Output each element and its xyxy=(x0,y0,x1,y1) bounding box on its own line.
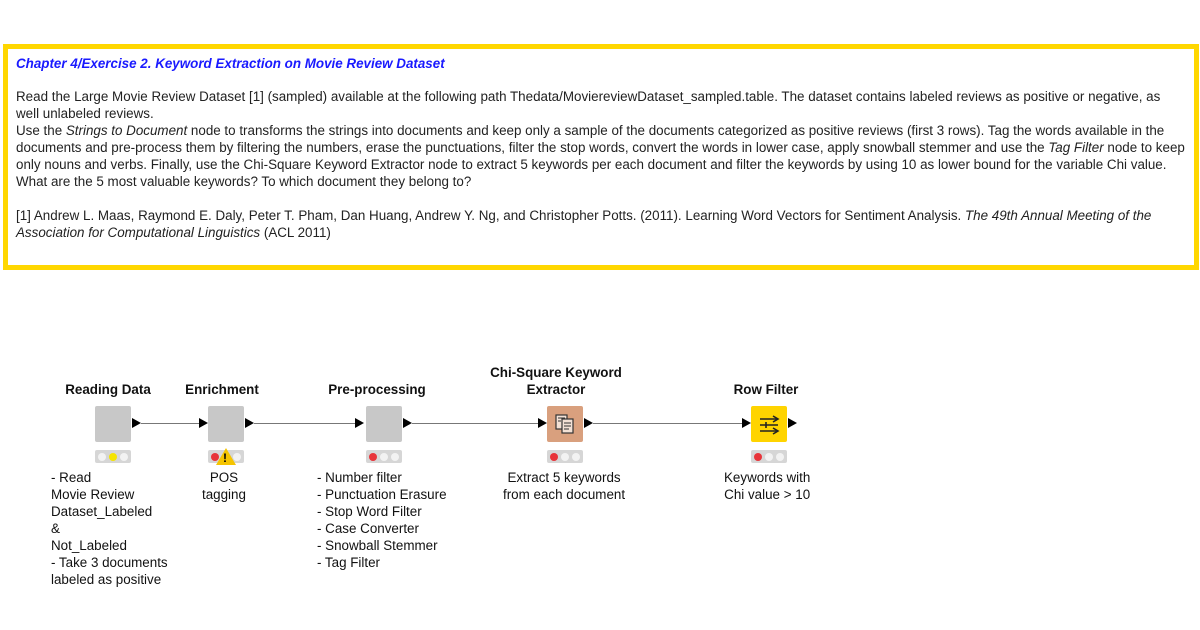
connection-chi-rowfilter[interactable] xyxy=(593,423,742,424)
connection-preprocessing-chi[interactable] xyxy=(412,423,538,424)
output-port[interactable] xyxy=(245,418,254,428)
annotation-paragraph-1: Read the Large Movie Review Dataset [1] (sampled) available at the following path Thedata/MoviereviewDataset_sampled.table. The dataset contains labeled reviews as positive or negative, as well unlabeled reviews. xyxy=(16,89,1161,121)
output-port[interactable] xyxy=(403,418,412,428)
annotation-reference: [1] Andrew L. Maas, Raymond E. Daly, Peter T. Pham, Dan Huang, Andrew Y. Ng, and Christopher Potts. (2011). Learning Word Vectors for Sentiment Analysis. The 49th Annual Meeting of the Association for Computational Linguistics (ACL 2011) xyxy=(16,208,1152,240)
connection-enrichment-preprocessing[interactable] xyxy=(254,423,355,424)
node-description-preprocessing[interactable]: - Number filter - Punctuation Erasure - Stop Word Filter - Case Converter - Snowball Stemmer - Tag Filter xyxy=(317,470,447,570)
annotation-paragraph-2: Use the Strings to Document node to transforms the strings into documents and keep only a sample of the documents categorized as positive reviews (first 3 rows). Tag the words available in the documents and pre-process them by filtering the numbers, erase the punctuations, filter the stop words, convert the words in lower case, apply snowball stemmer and use the Tag Filter node to keep only nouns and verbs. Finally, use the Chi-Square Keyword Extractor node to extract 5 keywords per each document and filter the keywords by using 10 as lower bound for the variable Chi value. What are the 5 most valuable keywords? To which document they belong to? xyxy=(16,123,1185,189)
output-port[interactable] xyxy=(132,418,141,428)
status-light xyxy=(754,453,762,461)
status-light xyxy=(120,453,128,461)
node-title-preprocessing[interactable]: Pre-processing xyxy=(328,382,426,397)
node-description-reading-data[interactable]: - Read Movie Review Dataset_Labeled & Not_Labeled - Take 3 documents labeled as positive xyxy=(51,470,168,587)
input-port[interactable] xyxy=(199,418,208,428)
status-light xyxy=(550,453,558,461)
output-port[interactable] xyxy=(788,418,797,428)
node-description-chi-square[interactable]: Extract 5 keywords from each document xyxy=(503,470,626,502)
status-light xyxy=(765,453,773,461)
node-title-reading-data[interactable]: Reading Data xyxy=(65,382,151,397)
status-light xyxy=(561,453,569,461)
node-description-enrichment[interactable]: POS tagging xyxy=(202,470,246,502)
output-port[interactable] xyxy=(584,418,593,428)
status-light xyxy=(98,453,106,461)
status-light xyxy=(572,453,580,461)
node-description-row-filter[interactable]: Keywords with Chi value > 10 xyxy=(724,470,811,502)
node-chi-square-keyword-extractor[interactable] xyxy=(547,406,583,442)
node-title-row-filter[interactable]: Row Filter xyxy=(733,382,799,397)
node-reading-data[interactable] xyxy=(95,406,131,442)
annotation-title: Chapter 4/Exercise 2. Keyword Extraction on Movie Review Dataset xyxy=(16,56,445,71)
status-light xyxy=(369,453,377,461)
node-preprocessing[interactable] xyxy=(366,406,402,442)
node-row-filter[interactable] xyxy=(751,406,787,442)
input-port[interactable] xyxy=(355,418,364,428)
status-light xyxy=(380,453,388,461)
workflow-annotation[interactable] xyxy=(3,44,1199,270)
node-status-reading-data xyxy=(95,450,131,463)
input-port[interactable] xyxy=(538,418,547,428)
row-filter-icon xyxy=(751,406,787,442)
input-port[interactable] xyxy=(742,418,751,428)
node-status-row-filter xyxy=(751,450,787,463)
node-enrichment[interactable] xyxy=(208,406,244,442)
connection-reading-enrichment[interactable] xyxy=(141,423,199,424)
node-status-chi-square xyxy=(547,450,583,463)
status-light xyxy=(109,453,117,461)
keyword-extractor-icon xyxy=(547,406,583,442)
node-title-enrichment[interactable]: Enrichment xyxy=(185,382,259,397)
status-light xyxy=(776,453,784,461)
node-status-preprocessing xyxy=(366,450,402,463)
warning-mark: ! xyxy=(223,451,227,465)
status-light xyxy=(391,453,399,461)
node-title-chi-square[interactable]: Chi-Square Keyword Extractor xyxy=(490,365,622,397)
